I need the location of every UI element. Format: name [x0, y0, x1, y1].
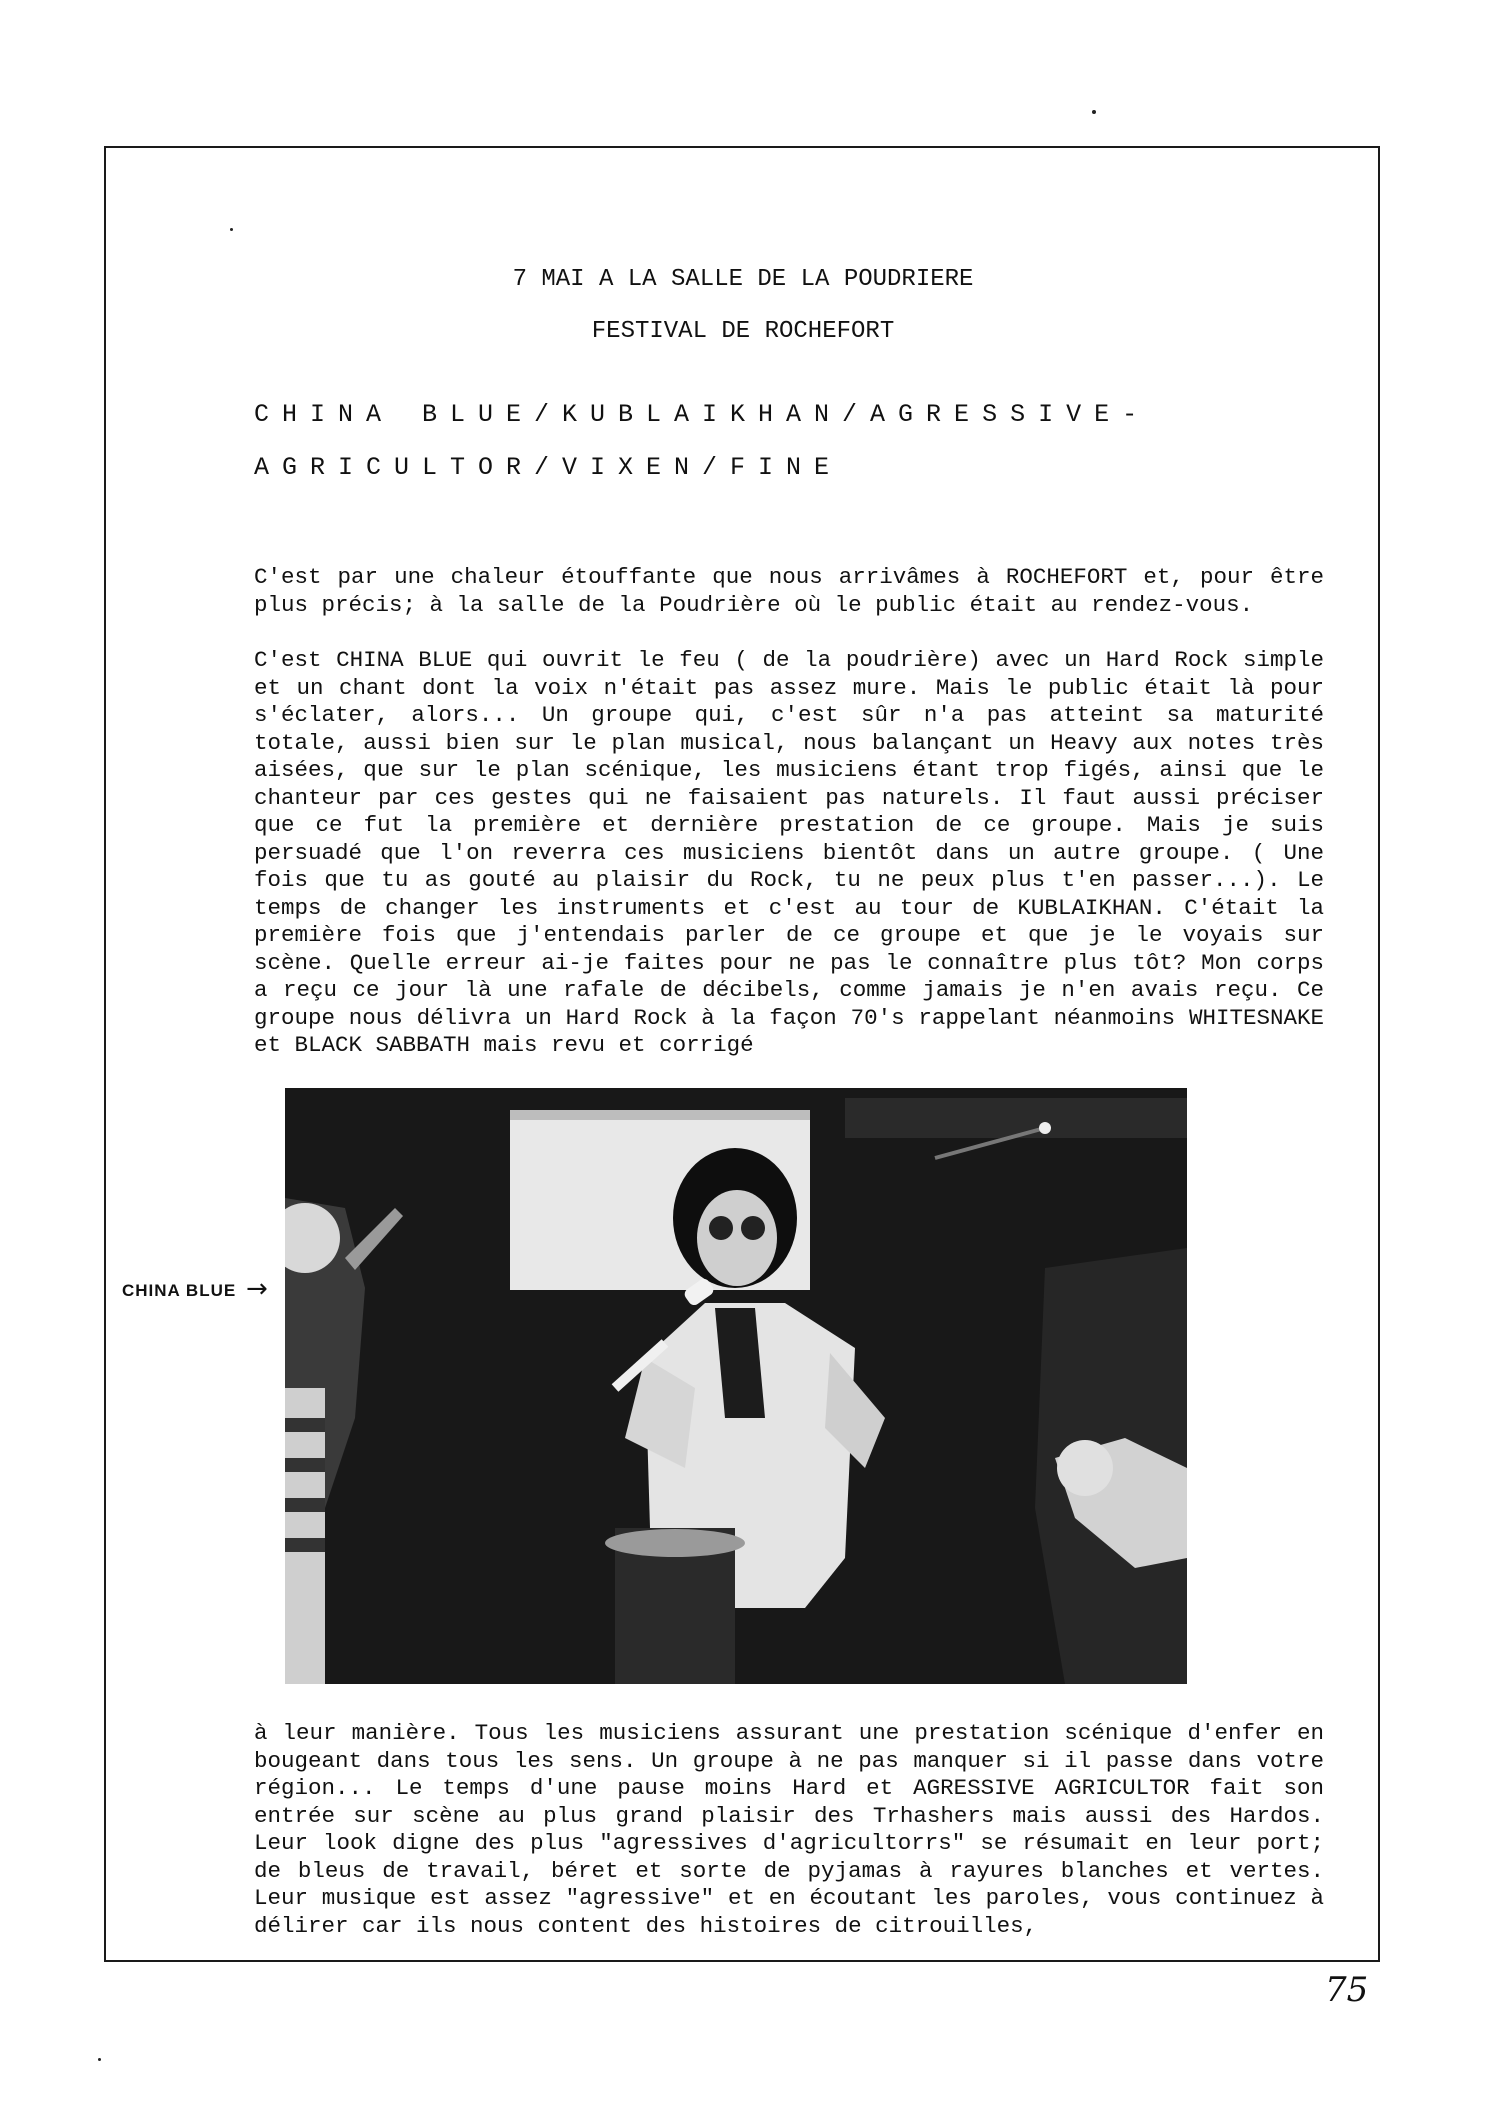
- paper-speck: [98, 2058, 101, 2061]
- paragraph-agressive-agricultor: à leur manière. Tous les musiciens assurant une prestation scénique d'enfer en bougeant dans tous les sens. Un groupe à ne pas manquer si il passe dans votre région... Le temps d'une pause moins Hard et AGRESSIVE AGRICULTOR fait son entrée sur scène au plus grand plaisir des Trhashers mais aussi des Hardos. Leur look digne des plus "agressives d'agricultorrs" se résumait en leur port; de bleus de travail, béret et sorte de pyjamas à rayures blanches et vertes. Leur musique est assez "agressive" et en écoutant les paroles, vous continuez à délirer car ils nous content des histoires de citrouilles,: [254, 1720, 1324, 1939]
- band-list-line-1: CHINA BLUE/KUBLAIKHAN/AGRESSIVE-: [254, 400, 1151, 429]
- paragraph-intro: C'est par une chaleur étouffante que nous arrivâmes à ROCHEFORT et, pour être plus précis; à la salle de la Poudrière où le public était au rendez-vous.: [254, 564, 1324, 618]
- arrow-right-icon: →: [246, 1274, 268, 1304]
- band-list-line-2: AGRICULTOR/VIXEN/FINE: [254, 453, 843, 482]
- paragraph-china-blue-kublaikhan: C'est CHINA BLUE qui ouvrit le feu ( de la poudrière) avec un Hard Rock simple et un chant dont la voix n'était pas assez mure. Mais le public était là pour s'éclater, alors... Un groupe qui, c'est sûr n'a pas atteint sa maturité totale, aussi bien sur le plan musical, nous balançant un Heavy aux notes très aisées, que sur le plan scénique, les musiciens étant trop figés, ainsi que le chanteur par ces gestes qui ne faisaient pas naturels. Il faut aussi préciser que ce fut la première et dernière prestation de ce groupe. Mais je suis persuadé que l'on reverra ces musiciens bientôt dans un autre groupe. ( Une fois que tu as gouté au plaisir du Rock, tu ne peux plus t'en passer...). Le temps de changer les instruments et c'est au tour de KUBLAIKHAN. C'était la première fois que j'entendais parler de ce groupe et que je le voyais sur scène. Quelle erreur ai-je faites pour ne pas le connaître plus tôt? Mon corps a reçu ce jour là une rafale de décibels, comme jamais je n'en avais reçu. Ce groupe nous délivra un Hard Rock à la façon 70's rappelant néanmoins WHITESNAKE et BLACK SABBATH mais revu et corrigé: [254, 647, 1324, 1058]
- event-title: 7 MAI A LA SALLE DE LA POUDRIERE: [512, 266, 974, 293]
- concert-photo-drawing: [285, 1088, 1187, 1684]
- concert-photo: [285, 1088, 1187, 1684]
- paper-speck: [1092, 110, 1096, 114]
- paper-speck: [230, 228, 233, 231]
- festival-name: FESTIVAL DE ROCHEFORT: [591, 318, 895, 345]
- photo-caption: CHINA BLUE: [122, 1281, 237, 1300]
- page-number: 75: [1325, 1970, 1369, 2010]
